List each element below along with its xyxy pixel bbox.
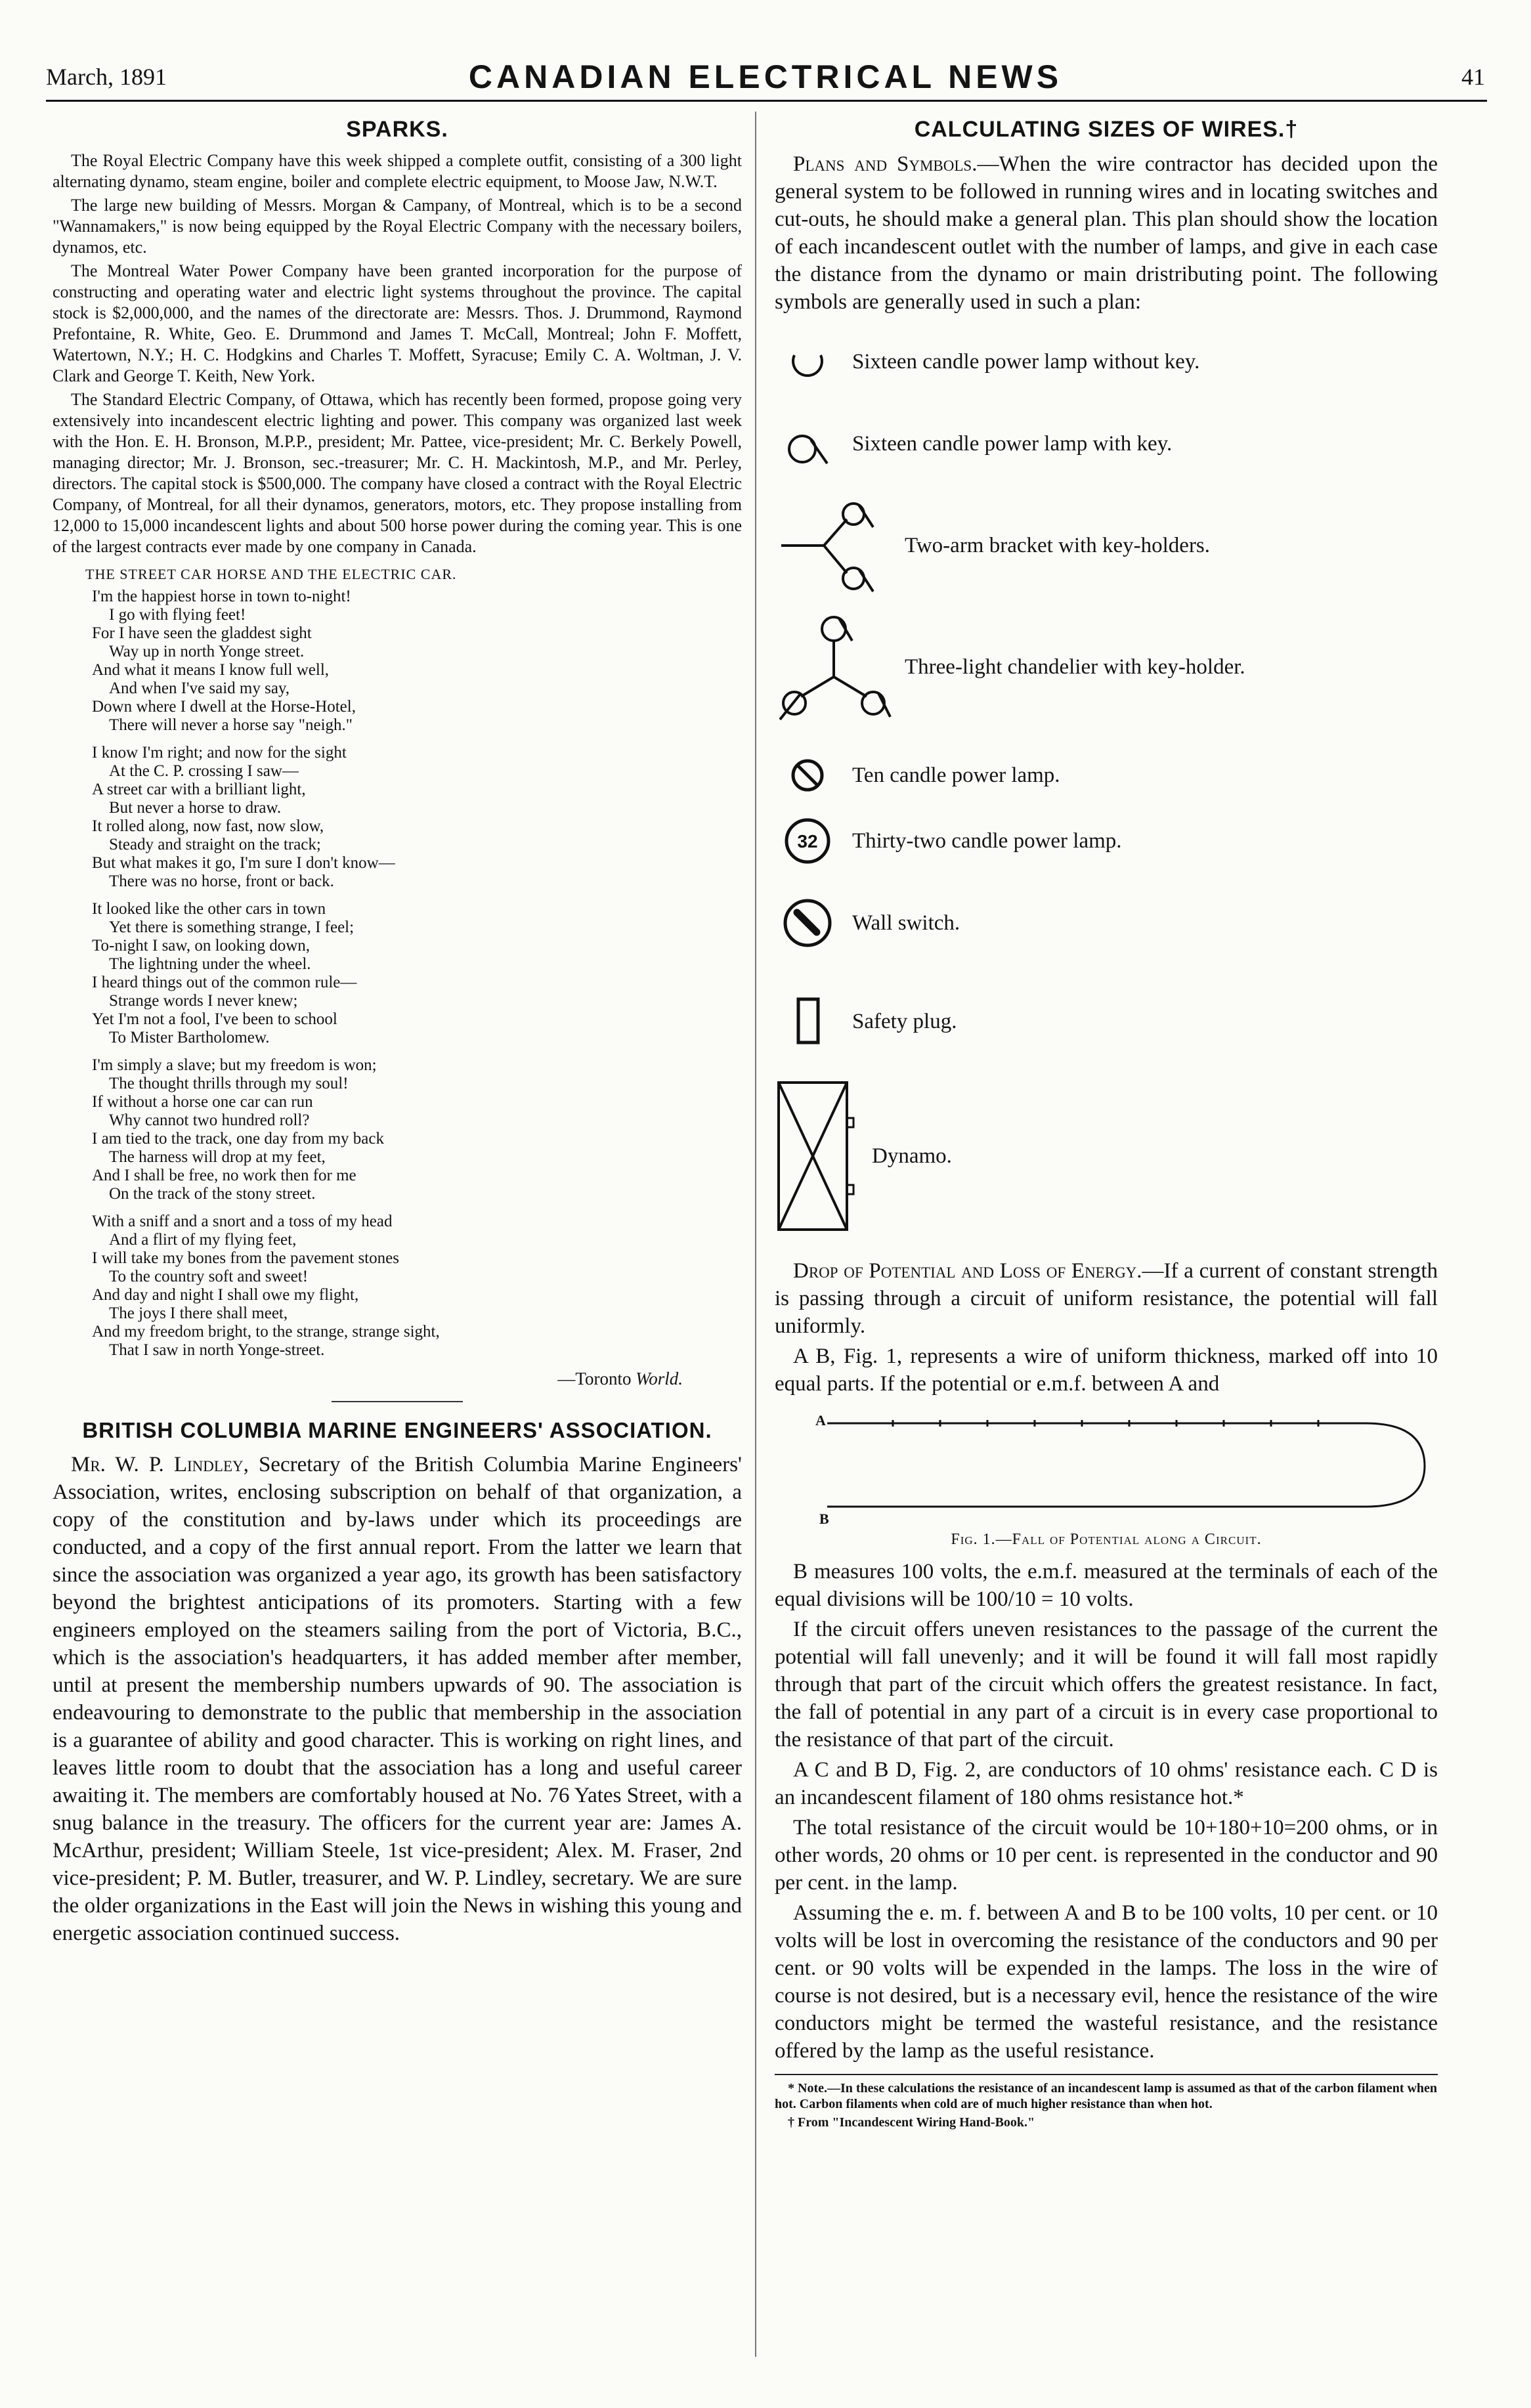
three-light-chandelier-icon bbox=[775, 608, 893, 726]
poem-line: To-night I saw, on looking down, bbox=[92, 937, 311, 955]
poem-line: Steady and straight on the track; bbox=[109, 836, 321, 853]
poem-line: A street car with a brilliant light, bbox=[92, 781, 306, 798]
bc-paragraph bbox=[53, 1451, 742, 1947]
footnote: * Note.—In these calculations the resistance of an incandescent lamp is assumed as that of the carbon filament when hot. Carbon filaments when cold are of much higher resistance than when hot. bbox=[775, 2081, 1438, 2111]
poem-line: If without a horse one car can run bbox=[92, 1093, 313, 1111]
symbol-row bbox=[775, 1071, 1438, 1241]
poem-line: And when I've said my say, bbox=[109, 679, 290, 697]
poem-line: The harness will drop at my feet, bbox=[109, 1148, 326, 1166]
dynamo-icon bbox=[775, 1077, 860, 1235]
symbol-row bbox=[775, 329, 1438, 395]
poem-line: I'm simply a slave; but my freedom is won; bbox=[92, 1056, 377, 1074]
poem-stanza bbox=[92, 588, 742, 735]
poem-line: That I saw in north Yonge-street. bbox=[109, 1341, 325, 1359]
figure-1-caption: Fig. 1.—Fall of Potential along a Circuit. bbox=[951, 1531, 1262, 1548]
poem-line: It looked like the other cars in town bbox=[92, 900, 326, 918]
calc-paragraph: A C and B D, Fig. 2, are conductors of 10 ohms' resistance each. C D is an incandescent filament of 180 ohms resistance hot.* bbox=[775, 1758, 1438, 1809]
drop-text: —If a current of constant strength is passing through a circuit of uniform resistance, the potential will fall uniformly. bbox=[775, 1259, 1438, 1338]
masthead-title: CANADIAN ELECTRICAL NEWS bbox=[468, 58, 1063, 95]
two-arm-bracket-icon bbox=[775, 493, 893, 598]
poem-line: It rolled along, now fast, now slow, bbox=[92, 817, 324, 835]
footnote-rule bbox=[775, 2074, 1438, 2075]
figure-1-label-a: A bbox=[815, 1412, 826, 1429]
left-column bbox=[53, 112, 742, 1950]
sparks-paragraph: The large new building of Messrs. Morgan & Campany, of Montreal, which is to be a second "Wannamakers," is now being equipped by the Royal Electric Company with the necessary boilers, dynamos, etc. bbox=[53, 196, 742, 257]
figure-1-circuit bbox=[775, 1400, 1431, 1525]
symbol-label: Dynamo. bbox=[872, 1144, 952, 1168]
symbol-row bbox=[775, 742, 1438, 808]
symbol-label: Two-arm bracket with key-holders. bbox=[905, 533, 1211, 557]
poem-stanza bbox=[92, 744, 742, 891]
poem-line: The thought thrills through my soul! bbox=[109, 1075, 349, 1092]
poem-line: I know I'm right; and now for the sight bbox=[92, 744, 347, 762]
poem-line: Yet I'm not a fool, I've been to school bbox=[92, 1010, 337, 1028]
poem-line: On the track of the stony street. bbox=[109, 1185, 316, 1203]
section-rule bbox=[332, 1401, 463, 1402]
poem-line: I will take my bones from the pavement stones bbox=[92, 1249, 399, 1267]
poem-stanza bbox=[92, 1213, 742, 1360]
symbol-row bbox=[775, 808, 1438, 874]
symbol-row bbox=[775, 395, 1438, 493]
header-rule bbox=[46, 100, 1487, 102]
calc-paragraph: B measures 100 volts, the e.m.f. measured at the terminals of each of the equal divisions will be 100/10 = 10 volts. bbox=[775, 1560, 1438, 1611]
poem-line: To the country soft and sweet! bbox=[109, 1268, 309, 1285]
poem-line: Way up in north Yonge street. bbox=[109, 643, 305, 660]
poem-line: There will never a horse say "neigh." bbox=[109, 716, 353, 734]
symbol-label: Sixteen candle power lamp without key. bbox=[852, 349, 1200, 374]
poem-credit-prefix: —Toronto bbox=[557, 1369, 636, 1388]
poem-stanza bbox=[92, 1056, 742, 1203]
poem-line: To Mister Bartholomew. bbox=[109, 1029, 270, 1046]
lamp-mark: 32 bbox=[797, 831, 818, 851]
symbol-row bbox=[775, 598, 1438, 736]
poem-line: At the C. P. crossing I saw— bbox=[109, 762, 299, 780]
poem-title: THE STREET CAR HORSE AND THE ELECTRIC CAR. bbox=[85, 566, 457, 582]
symbol-list bbox=[775, 329, 1438, 1241]
poem-line: There was no horse, front or back. bbox=[109, 872, 334, 890]
figure-1-label-b: B bbox=[819, 1511, 829, 1525]
symbol-label: Ten candle power lamp. bbox=[852, 763, 1060, 787]
thirty-two-candle-lamp-icon bbox=[775, 808, 840, 874]
poem-line: Yet there is something strange, I feel; bbox=[109, 918, 355, 936]
poem-line: I go with flying feet! bbox=[109, 606, 246, 624]
symbol-label: Three-light chandelier with key-holder. bbox=[905, 655, 1245, 679]
poem-line: But what makes it go, I'm sure I don't know— bbox=[92, 854, 395, 872]
poem-line: The lightning under the wheel. bbox=[109, 955, 311, 973]
bc-body: Secretary of the British Columbia Marine Engineers' Association, writes, enclosing subscription on behalf of that organization, a copy of the constitution and by-laws under which its proceedings are conducted, and a copy of the first annual report. From the latter we learn that since the association was organized a year ago, its growth has been satisfactory beyond the brightest anticipations of its promoters. Starting with a few engineers employed on the steamers sailing from the port of Victoria, B.C., which is the association's headquarters, it has added member after member, until at present the membership numbers upwards of 90. The association is endeavouring to demonstrate to the public that membership in the association is a guarantee of ability and good character. This is working on right lines, and leaves little room to doubt that the association has a long and useful career awaiting it. The members are comfortably housed at No. 76 Yates Street, with a snug balance in the treasury. The officers for the current year are: James A. McArthur, president; William Steele, 1st vice-president; Alex. M. Fraser, 2nd vice-president; P. M. Butler, treasurer, and W. P. Lindley, secretary. We are sure the older organizations in the East will join the News in wishing this young and energetic association continued success. bbox=[53, 1453, 742, 1945]
poem-line: With a sniff and a snort and a toss of my head bbox=[92, 1213, 393, 1230]
symbol-label: Wall switch. bbox=[852, 911, 960, 935]
symbol-label: Safety plug. bbox=[852, 1009, 957, 1033]
poem-line: And what it means I know full well, bbox=[92, 661, 330, 679]
poem-line: I am tied to the track, one day from my back bbox=[92, 1130, 384, 1148]
drop-lead: Drop of Potential and Loss of Energy. bbox=[793, 1259, 1142, 1283]
poem-line: I'm the happiest horse in town to-night! bbox=[92, 588, 351, 605]
symbol-label: Sixteen candle power lamp with key. bbox=[852, 431, 1173, 456]
issue-date: March, 1891 bbox=[46, 64, 167, 90]
footnote: † From "Incandescent Wiring Hand-Book." bbox=[788, 2115, 1035, 2130]
poem-line: And I shall be free, no work then for me bbox=[92, 1167, 356, 1184]
poem-line: Down where I dwell at the Horse-Hotel, bbox=[92, 698, 356, 716]
column-divider bbox=[755, 112, 756, 2357]
calc-paragraph: If the circuit offers uneven resistances to the passage of the current the potential will fall unevenly; and it will be found it will fall most rapidly through that part of the circuit which offers the greatest resistance. In fact, the fall of potential in any part of a circuit is in every case proportional to the resistance of that part of the circuit. bbox=[775, 1618, 1438, 1752]
poem-line: The joys I there shall meet, bbox=[109, 1304, 288, 1322]
bc-headline: BRITISH COLUMBIA MARINE ENGINEERS' ASSOCIATION. bbox=[82, 1418, 712, 1442]
sparks-paragraph: The Royal Electric Company have this week shipped a complete outfit, consisting of a 300 light alternating dynamo, steam engine, boiler and complete electric equipment, to Moose Jaw, N.W.T. bbox=[53, 151, 742, 191]
calc-paragraph: Assuming the e. m. f. between A and B to be 100 volts, 10 per cent. or 10 volts will be lost in overcoming the resistance of the conductors and 90 per cent. or 90 volts will be expended in the lamps. The loss in the wire of course is not desired, but is a necessary evil, hence the resistance of the wire conductors might be termed the wasteful resistance, and the resistance offered by the lamp as the useful resistance. bbox=[775, 1901, 1438, 2063]
lamp-without-key-icon bbox=[775, 329, 840, 395]
poem-credit bbox=[53, 1369, 683, 1389]
symbol-row bbox=[775, 874, 1438, 972]
poem-line: And day and night I shall owe my flight, bbox=[92, 1286, 359, 1304]
poem-credit-source: World. bbox=[636, 1369, 683, 1388]
bc-lead: Mr. W. P. Lindley, bbox=[71, 1453, 249, 1476]
safety-plug-icon bbox=[775, 989, 840, 1054]
poem-line: For I have seen the gladdest sight bbox=[92, 624, 312, 642]
calc-intro bbox=[775, 150, 1438, 316]
poem bbox=[85, 565, 742, 1360]
sparks-paragraph: The Standard Electric Company, of Ottawa, which has recently been formed, propose going very extensively into incandescent electric lighting and power. This company was organized last week with the Hon. E. H. Bronson, M.P.P., president; Mr. Pattee, vice-president; Mr. C. Berkely Powell, managing director; Mr. J. Bronson, sec.-treasurer; Mr. C. H. Mackintosh, M.P., and Mr. Perley, directors. The capital stock is $500,000. The company have closed a contract with the Royal Electric Company, of Montreal, for all their dynamos, generators, motors, etc. They propose installing from 12,000 to 15,000 incandescent lights and about 500 horse power during the coming year. This is one of the largest contracts ever made by one company in Canada. bbox=[53, 390, 742, 556]
sparks-headline: SPARKS. bbox=[346, 117, 448, 142]
symbol-row bbox=[775, 972, 1438, 1071]
poem-line: Why cannot two hundred roll? bbox=[109, 1111, 310, 1129]
calc-paragraph: The total resistance of the circuit would be 10+180+10=200 ohms, or in other words, 20 ohms or 10 per cent. is represented in the conductor and 90 per cent. in the lamp. bbox=[775, 1816, 1438, 1895]
right-column bbox=[775, 112, 1438, 2133]
poem-line: I heard things out of the common rule— bbox=[92, 974, 357, 991]
lamp-with-key-icon bbox=[775, 411, 840, 477]
poem-line: Strange words I never knew; bbox=[109, 992, 298, 1010]
sparks-paragraph: The Montreal Water Power Company have been granted incorporation for the purpose of constructing and operating water and electric light systems throughout the province. The capital stock is $2,000,000, and the names of the directorate are: Messrs. Thos. J. Drummond, Raymond Prefontaine, R. White, Geo. E. Drummond and James T. McCall, Montreal; John F. Moffett, Watertown, N.Y.; H. C. Hodgkins and Charles T. Moffett, Syracuse; Emily C. A. Woltman, J. V. Clark and George T. Keith, New York. bbox=[53, 261, 742, 385]
ten-candle-lamp-icon bbox=[775, 749, 840, 802]
symbol-label: Thirty-two candle power lamp. bbox=[852, 828, 1122, 853]
poem-line: And my freedom bright, to the strange, strange sight, bbox=[92, 1323, 440, 1341]
wall-switch-icon bbox=[775, 890, 840, 956]
calc-intro-text: —When the wire contractor has decided upon the general system to be followed in running wires and in locating switches and cut-outs, he should make a general plan. This plan should show the location of each incandescent outlet with the number of lamps, and give in each case the distance from the dynamo or main dristributing point. The following symbols are generally used in such a plan: bbox=[775, 152, 1438, 314]
poem-line: And a flirt of my flying feet, bbox=[109, 1231, 297, 1249]
drop-paragraph-2: A B, Fig. 1, represents a wire of uniform thickness, marked off into 10 equal parts. If the potential or e.m.f. between A and bbox=[775, 1344, 1438, 1396]
drop-paragraph bbox=[775, 1257, 1438, 1340]
calc-headline: CALCULATING SIZES OF WIRES.† bbox=[914, 117, 1299, 142]
page-number: 41 bbox=[1461, 64, 1485, 90]
poem-stanza bbox=[92, 900, 742, 1047]
poem-line: But never a horse to draw. bbox=[109, 799, 282, 817]
calc-intro-lead: Plans and Symbols. bbox=[793, 152, 978, 176]
symbol-row bbox=[775, 493, 1438, 598]
